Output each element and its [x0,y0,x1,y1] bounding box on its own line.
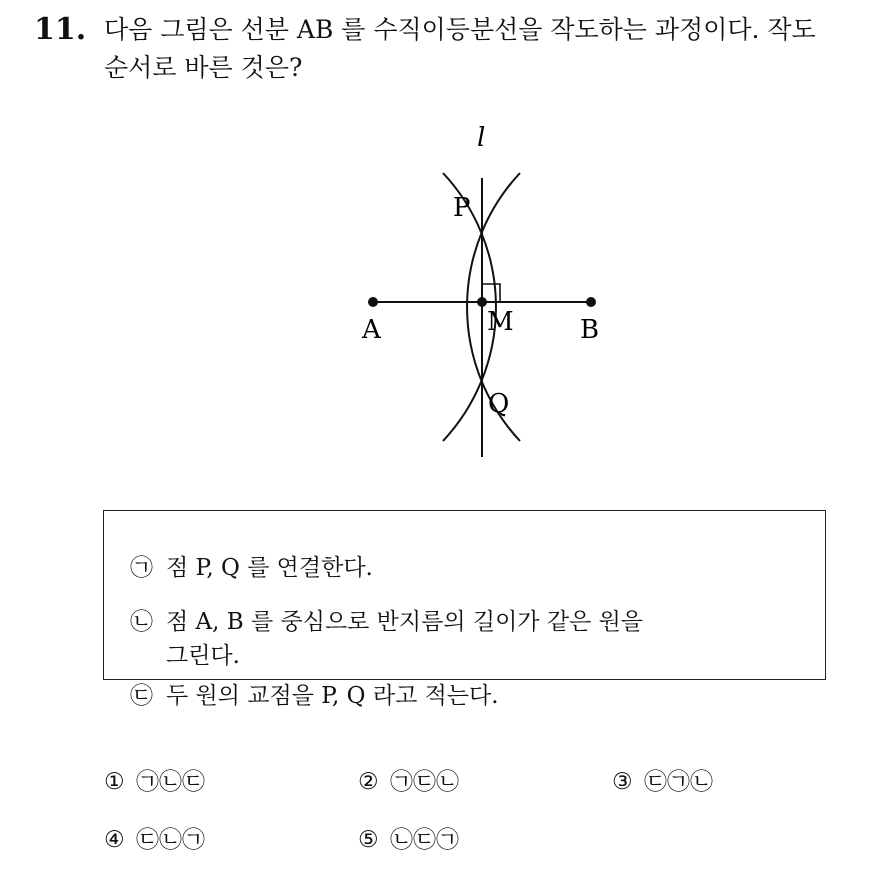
steps-box [103,510,826,709]
label-b: B [580,315,600,345]
point-a-dot [368,297,378,307]
step-3 [130,680,499,713]
label-p: P [453,193,471,223]
question-number: 11. [34,12,87,47]
step-1-text: 점 P, Q 를 연결한다. [166,555,373,581]
choice-2[interactable] [358,766,459,799]
label-a: A [362,315,381,345]
question-text-line-2: 순서로 바른 것은? [104,53,303,82]
point-m-dot [477,297,487,307]
label-q: Q [488,389,510,419]
point-b-dot [586,297,596,307]
choice-5[interactable] [358,824,459,857]
step-2 [130,606,643,639]
question-text-line-1: 다음 그림은 선분 AB 를 수직이등분선을 작도하는 과정이다. 작도 [104,15,816,44]
step-3-mark: ㉢ [130,683,153,709]
label-l: l [477,123,486,153]
step-1-mark: ㉠ [130,555,153,581]
step-2-text-cont: 그린다. [166,643,240,669]
step-2-text: 점 A, B 를 중심으로 반지름의 길이가 같은 원을 [166,609,644,635]
choice-2-number: ② [358,769,379,795]
choice-3[interactable] [612,766,713,799]
label-m: M [487,307,514,337]
choice-5-answer: ㉡㉢㉠ [390,827,459,853]
choice-4-number: ④ [104,827,125,853]
perpendicular-bisector-figure [340,118,640,468]
choice-5-number: ⑤ [358,827,379,853]
choice-1-number: ① [104,769,125,795]
choice-1[interactable] [104,766,205,799]
step-2-mark: ㉡ [130,609,153,635]
choice-3-answer: ㉢㉠㉡ [644,769,713,795]
choice-3-number: ③ [612,769,633,795]
step-1 [130,552,373,585]
choice-2-answer: ㉠㉢㉡ [390,769,459,795]
choice-4-answer: ㉢㉡㉠ [136,827,205,853]
step-3-text: 두 원의 교점을 P, Q 라고 적는다. [166,683,499,709]
choice-4[interactable] [104,824,205,857]
choice-1-answer: ㉠㉡㉢ [136,769,205,795]
